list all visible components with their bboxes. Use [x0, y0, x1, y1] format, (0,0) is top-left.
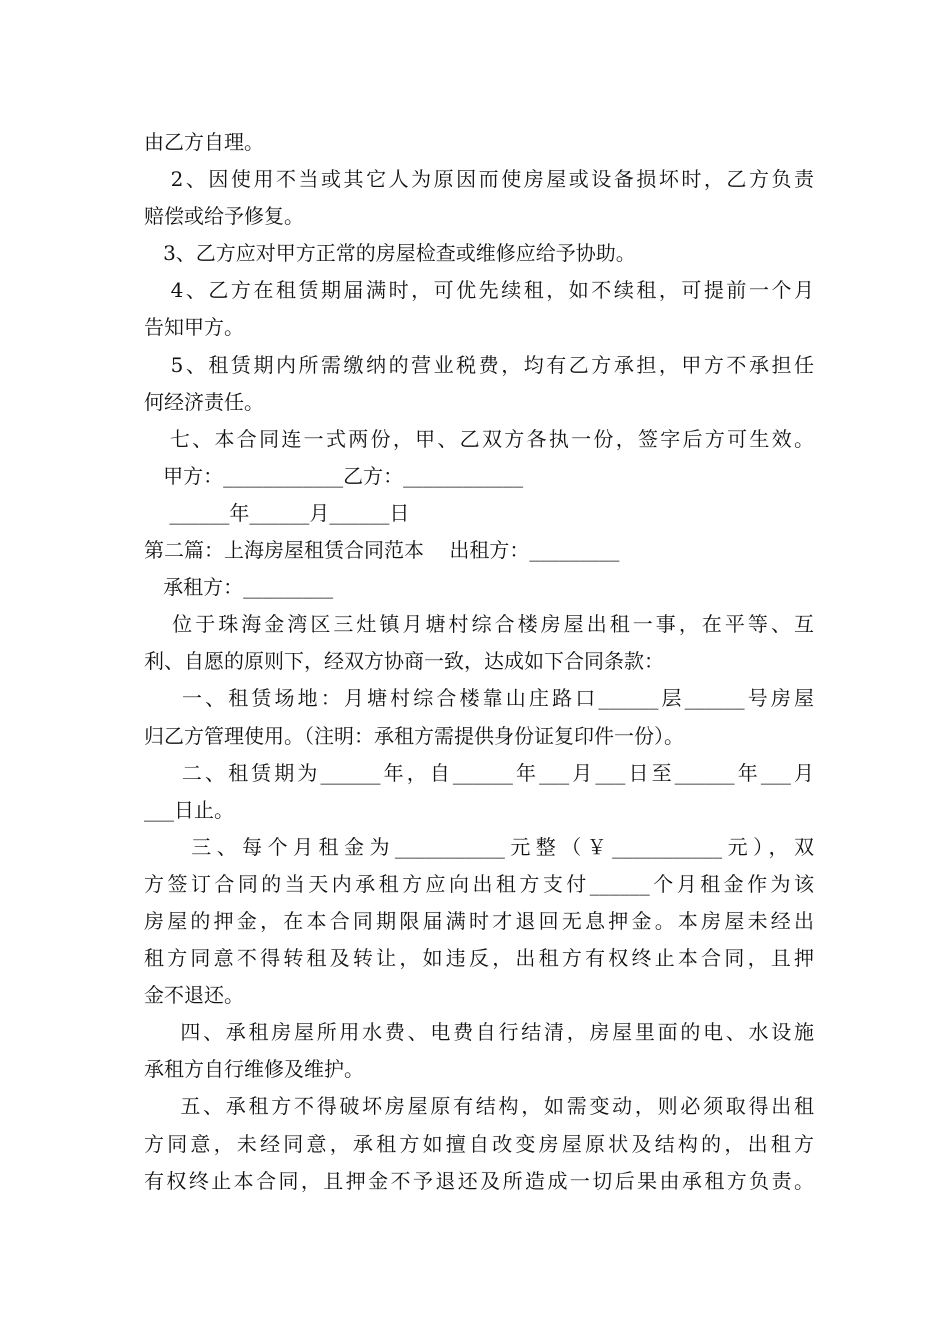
text-line: 方同意，未经同意，承租方如擅自改变房屋原状及结构的，出租方: [144, 1131, 814, 1156]
text-line: 3、乙方应对甲方正常的房屋检查或维修应给予协助。: [144, 241, 636, 266]
text-line: 七、本合同连一式两份，甲、乙双方各执一份，签字后方可生效。: [144, 426, 814, 451]
date-line: ______年______月______日: [144, 500, 410, 525]
text-line: 四、承租房屋所用水费、电费自行结清，房屋里面的电、水设施: [144, 1020, 814, 1045]
text-line: 二、租赁期为______年，自______年___月___日至______年___月: [144, 760, 814, 785]
text-line: 金不退还。: [144, 983, 244, 1008]
text-line: 承租方：_________: [144, 575, 334, 600]
text-line: 利、自愿的原则下，经双方协商一致，达成如下合同条款：: [144, 649, 664, 674]
text-line: 一、租赁场地：月塘村综合楼靠山庄路口______层______号房屋: [144, 686, 814, 711]
document-body: [144, 124, 814, 1200]
text-line: 赔偿或给予修复。: [144, 204, 304, 229]
text-line: 4、乙方在租赁期届满时，可优先续租，如不续租，可提前一个月: [144, 278, 814, 303]
text-line: 何经济责任。: [144, 389, 264, 414]
text-line: 2、因使用不当或其它人为原因而使房屋或设备损坏时，乙方负责: [144, 167, 814, 192]
text-line: 五、承租方不得破坏房屋原有结构，如需变动，则必须取得出租: [144, 1094, 814, 1119]
text-line: 房屋的押金，在本合同期限届满时才退回无息押金。本房屋未经出: [144, 908, 814, 933]
text-line: ___日止。: [144, 797, 234, 822]
section-title: 第二篇：上海房屋租赁合同范本 出租方：_________: [144, 538, 620, 563]
text-line: 归乙方管理使用。（注明：承租方需提供身份证复印件一份）。: [144, 723, 684, 748]
text-line: 方签订合同的当天内承租方应向出租方支付______个月租金作为该: [144, 871, 814, 896]
text-line: 5、租赁期内所需缴纳的营业税费，均有乙方承担，甲方不承担任: [144, 352, 814, 377]
text-line: 承租方自行维修及维护。: [144, 1057, 364, 1082]
text-line: 租方同意不得转租及转让，如违反，出租方有权终止本合同，且押: [144, 946, 814, 971]
text-line: 由乙方自理。: [144, 130, 264, 154]
text-line: 告知甲方。: [144, 315, 244, 340]
text-line: 三、每个月租金为___________元整（￥___________元），双: [144, 834, 814, 859]
text-line: 有权终止本合同，且押金不予退还及所造成一切后果由承租方负责。: [144, 1168, 814, 1193]
text-line: 位于珠海金湾区三灶镇月塘村综合楼房屋出租一事，在平等、互: [144, 612, 814, 637]
signature-line: 甲方：____________乙方：____________: [144, 463, 524, 488]
